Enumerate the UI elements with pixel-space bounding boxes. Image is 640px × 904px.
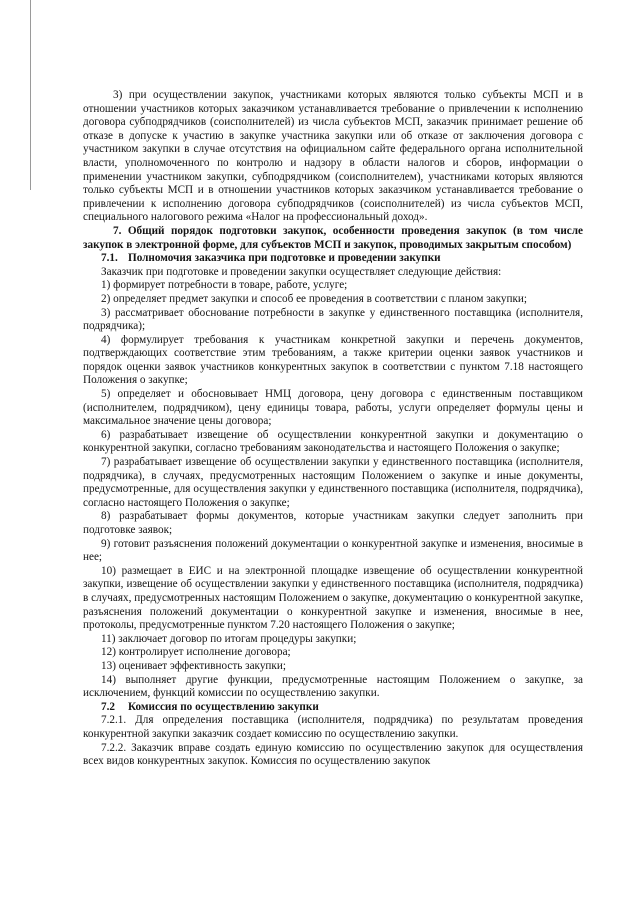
paragraph-7-2-2: 7.2.2. Заказчик вправе создать единую комиссию по осуществлению закупок для осуществления всех видов конкурентных закупок. Комиссия по осуществлению закупок [83,741,583,768]
list-item-3: 3) рассматривает обоснование потребности в закупке у единственного поставщика (исполнителя, подрядчика); [83,306,583,333]
list-item-11: 11) заключает договор по итогам процедуры закупки; [101,632,357,645]
list-item-7: 7) разрабатывает извещение об осуществлении закупки у единственного поставщика (исполнителя, подрядчика), в случаях, предусмотренных настоящим Положением о закупке и иные документы, предусмотренные, для осуществления закупки у единственного поставщика (исполнителя, подрядчика), согласно настоящего Положения о закупке; [83,456,583,509]
left-margin-rule [30,0,31,190]
section-7-heading: 7. Общий порядок подготовки закупок, особенности проведения закупок (в том числе закупок в электронной форме, для субъектов МСП и закупок, проводимых закрытым способом) [83,224,583,251]
list-item-2: 2) определяет предмет закупки и способ ее проведения в соответствии с планом закупки; [101,292,528,305]
list-item-9: 9) готовит разъяснения положений документации о конкурентной закупке и изменения, вносимые в нее; [83,537,583,564]
section-7-2-number: 7.2 [101,700,115,713]
list-item-8: 8) разрабатывает формы документов, которые участникам закупки следует заполнить при подготовке заявок; [83,510,583,536]
paragraph-item-3: 3) при осуществлении закупок, участниками которых являются только субъекты МСП и в отношении участников которых заказчиком устанавливается требование о привлечении к исполнению договора субподрядчиков (соисполнителей) из числа субъектов МСП, заказчик принимает решение об отказе в допуске к участию в закупке участника закупки или об отказе от заключения договора с участником закупки в случае отсутствия на официальном сайте федерального органа исполнительной власти, уполномоченного по контролю и надзору в области налогов и сборов, информации о применении участником закупки, субподрядчиком (соисполнителем), участниками которых являются только субъекты МСП и в отношении участников которых заказчиком устанавливается требование о привлечении к исполнению договора субподрядчиков (соисполнителей) из числа субъектов МСП, специального налогового режима «Налог на профессиональный доход». [83,89,583,224]
list-item-12: 12) контролирует исполнение договора; [101,646,291,659]
list-item-14: 14) выполняет другие функции, предусмотренные настоящим Положением о закупке, за исключением, функций комиссии по осуществлению закупки. [83,673,583,700]
list-item-1: 1) формирует потребности в товаре, работе, услуге; [101,279,348,292]
list-item-13: 13) оценивает эффективность закупки; [101,659,286,672]
section-7-2-title: Комиссия по осуществлению закупки [128,700,319,713]
section-7-1-title: Полномочия заказчика при подготовке и проведении закупки [128,252,441,265]
section-7-1-number: 7.1. [101,252,118,265]
section-7-2-heading [83,701,583,715]
document-page [83,89,583,769]
list-item-5: 5) определяет и обосновывает НМЦ договора, цену договора с единственным поставщиком (исполнителем, подрядчиком), цену единицы товара, работы, услуги определяет формулы цены и максимальное значение цены договора; [83,388,583,428]
paragraph-7-2-1: 7.2.1. Для определения поставщика (исполнителя, подрядчика) по результатам проведения конкурентной закупки заказчик создает комиссию по осуществлению закупки. [83,714,583,740]
list-item-4: 4) формулирует требования к участникам конкретной закупки и перечень документов, подтверждающих соответствие этим требованиям, а также критерии оценки заявок участников и порядок оценки заявок участников конкурентных закупок в соответствии с пунктом 7.18 настоящего Положения о закупке; [83,333,583,387]
list-item-10: 10) размещает в ЕИС и на электронной площадке извещение об осуществлении конкурентной закупки, извещение об осуществлении закупки у единственного поставщика (исполнителя, подрядчика) в случаях, предусмотренных настоящим Положением о закупке, документацию о конкурентной закупке, разъяснения положений документации о конкурентной закупке и изменения, вносимые в нее, протоколы, предусмотренные пунктом 7.20 настоящего Положения о закупке; [83,564,583,632]
section-7-1-intro: Заказчик при подготовке и проведении закупки осуществляет следующие действия: [101,265,502,278]
section-7-1-heading [83,252,583,266]
list-item-6: 6) разрабатывает извещение об осуществлении конкурентной закупки и документацию о конкурентной закупки, согласно требованиям законодательства и настоящего Положения о закупке; [83,428,583,455]
